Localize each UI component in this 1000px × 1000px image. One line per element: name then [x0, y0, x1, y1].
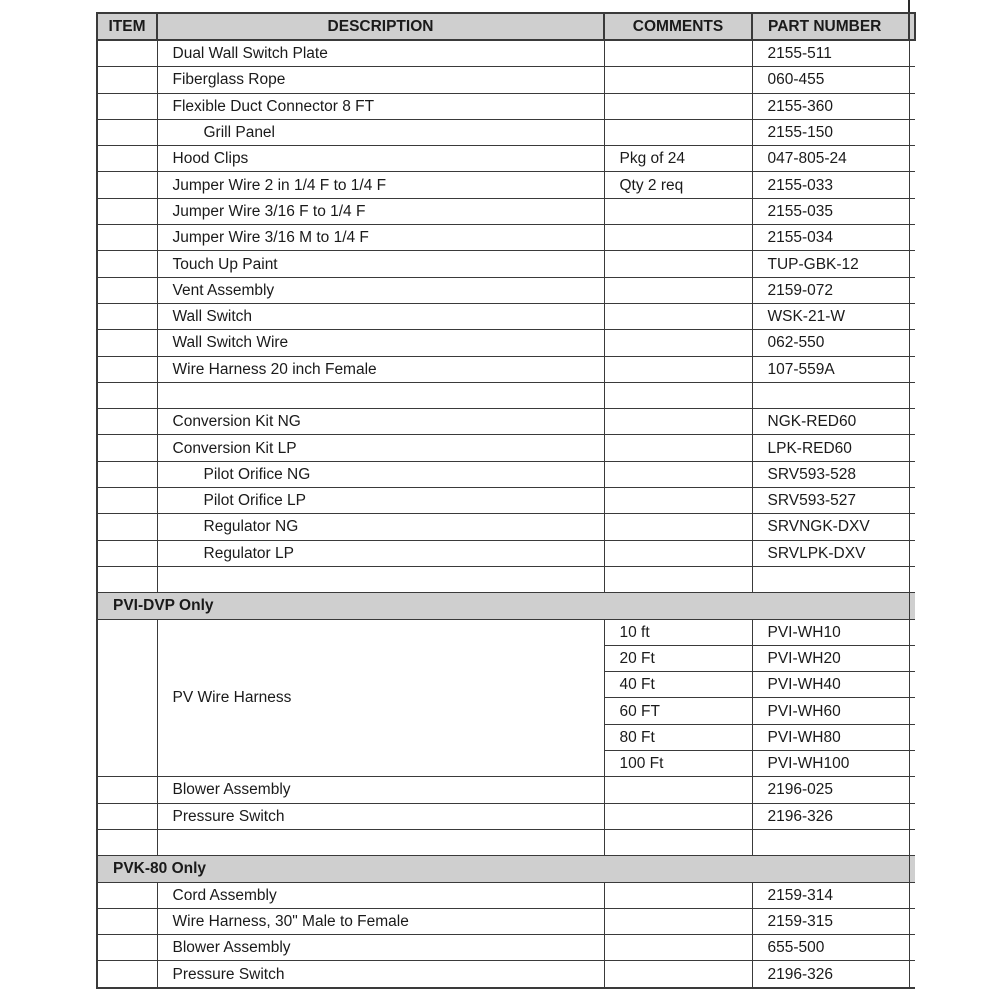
comments-cell	[604, 356, 752, 382]
section-title: PVI-DVP Only	[97, 593, 909, 619]
table-row	[97, 435, 915, 461]
description-cell: Wire Harness, 30" Male to Female	[157, 908, 604, 934]
description-cell: Pilot Orifice LP	[157, 488, 604, 514]
comments-cell	[604, 67, 752, 93]
item-cell	[97, 619, 157, 777]
item-cell	[97, 330, 157, 356]
description-cell: Fiberglass Rope	[157, 67, 604, 93]
table-row	[97, 330, 915, 356]
comments-cell	[604, 882, 752, 908]
table-row	[97, 172, 915, 198]
item-cell	[97, 803, 157, 829]
table-row	[97, 908, 915, 934]
description-cell: Pressure Switch	[157, 803, 604, 829]
description-cell: Vent Assembly	[157, 277, 604, 303]
item-cell	[97, 225, 157, 251]
comments-cell	[604, 803, 752, 829]
part-number-cell: SRVLPK-DXV	[752, 540, 909, 566]
item-cell	[97, 198, 157, 224]
item-cell	[97, 461, 157, 487]
comments-cell: 10 ft	[604, 619, 752, 645]
table-row	[97, 146, 915, 172]
header-description: DESCRIPTION	[157, 13, 604, 40]
section-title: PVK-80 Only	[97, 856, 909, 882]
comments-cell: 20 Ft	[604, 645, 752, 671]
part-number-cell: SRVNGK-DXV	[752, 514, 909, 540]
comments-cell	[604, 935, 752, 961]
comments-cell	[604, 251, 752, 277]
item-cell	[97, 303, 157, 329]
comments-cell	[604, 435, 752, 461]
comments-cell	[604, 514, 752, 540]
comments-cell	[604, 461, 752, 487]
table-row	[97, 514, 915, 540]
table-row	[97, 40, 915, 67]
description-cell: Wall Switch Wire	[157, 330, 604, 356]
part-number-cell: 107-559A	[752, 356, 909, 382]
comments-cell	[604, 409, 752, 435]
part-number-cell: SRV593-528	[752, 461, 909, 487]
description-cell: Blower Assembly	[157, 777, 604, 803]
section-header-pvk-80	[97, 856, 915, 882]
description-cell: Blower Assembly	[157, 935, 604, 961]
description-cell: Jumper Wire 3/16 M to 1/4 F	[157, 225, 604, 251]
description-cell: Wire Harness 20 inch Female	[157, 356, 604, 382]
item-cell	[97, 172, 157, 198]
item-cell	[97, 356, 157, 382]
part-number-cell: 2196-025	[752, 777, 909, 803]
item-cell	[97, 435, 157, 461]
part-number-cell: PVI-WH40	[752, 672, 909, 698]
part-number-cell: 2155-033	[752, 172, 909, 198]
comments-cell: Pkg of 24	[604, 146, 752, 172]
part-number-cell: PVI-WH20	[752, 645, 909, 671]
item-cell	[97, 777, 157, 803]
part-number-cell: SRV593-527	[752, 488, 909, 514]
description-cell: Wall Switch	[157, 303, 604, 329]
header-item: ITEM	[97, 13, 157, 40]
blank-row	[97, 829, 915, 855]
table-row	[97, 540, 915, 566]
table-row	[97, 198, 915, 224]
item-cell	[97, 514, 157, 540]
table-header-row	[97, 13, 915, 40]
item-cell	[97, 961, 157, 988]
table-row	[97, 251, 915, 277]
part-number-cell: 2159-072	[752, 277, 909, 303]
comments-cell	[604, 40, 752, 67]
item-cell	[97, 93, 157, 119]
part-number-cell: 2159-315	[752, 908, 909, 934]
part-number-cell: PVI-WH10	[752, 619, 909, 645]
header-comments: COMMENTS	[604, 13, 752, 40]
description-cell: Conversion Kit LP	[157, 435, 604, 461]
part-number-cell: PVI-WH100	[752, 751, 909, 777]
comments-cell	[604, 277, 752, 303]
part-number-cell: 655-500	[752, 935, 909, 961]
table-row	[97, 225, 915, 251]
item-cell	[97, 277, 157, 303]
item-cell	[97, 540, 157, 566]
part-number-cell: PVI-WH80	[752, 724, 909, 750]
description-cell: Jumper Wire 3/16 F to 1/4 F	[157, 198, 604, 224]
table-row	[97, 619, 915, 645]
comments-cell	[604, 777, 752, 803]
table-row	[97, 356, 915, 382]
part-number-cell: WSK-21-W	[752, 303, 909, 329]
part-number-cell: TUP-GBK-12	[752, 251, 909, 277]
table-row	[97, 67, 915, 93]
part-number-cell: 2159-314	[752, 882, 909, 908]
description-cell: Cord Assembly	[157, 882, 604, 908]
table-row	[97, 777, 915, 803]
part-number-cell: 060-455	[752, 67, 909, 93]
comments-cell	[604, 908, 752, 934]
description-cell: Dual Wall Switch Plate	[157, 40, 604, 67]
table-row	[97, 277, 915, 303]
description-cell: Conversion Kit NG	[157, 409, 604, 435]
part-number-cell: LPK-RED60	[752, 435, 909, 461]
comments-cell: Qty 2 req	[604, 172, 752, 198]
table-row	[97, 93, 915, 119]
table-row	[97, 488, 915, 514]
part-number-cell: 2155-150	[752, 119, 909, 145]
table-row	[97, 303, 915, 329]
comments-cell	[604, 225, 752, 251]
part-number-cell: NGK-RED60	[752, 409, 909, 435]
description-cell: Pilot Orifice NG	[157, 461, 604, 487]
part-number-cell: 2155-360	[752, 93, 909, 119]
item-cell	[97, 935, 157, 961]
comments-cell	[604, 540, 752, 566]
comments-cell	[604, 93, 752, 119]
comments-cell: 80 Ft	[604, 724, 752, 750]
comments-cell	[604, 961, 752, 988]
comments-cell: 40 Ft	[604, 672, 752, 698]
description-cell: Hood Clips	[157, 146, 604, 172]
blank-row	[97, 566, 915, 592]
comments-cell	[604, 198, 752, 224]
item-cell	[97, 119, 157, 145]
section-header-pvi-dvp	[97, 593, 915, 619]
description-cell: Flexible Duct Connector 8 FT	[157, 93, 604, 119]
description-cell: PV Wire Harness	[157, 619, 604, 777]
item-cell	[97, 882, 157, 908]
header-spacer	[909, 13, 915, 40]
description-cell: Regulator NG	[157, 514, 604, 540]
description-cell: Grill Panel	[157, 119, 604, 145]
part-number-cell: 047-805-24	[752, 146, 909, 172]
item-cell	[97, 67, 157, 93]
part-number-cell: 2155-511	[752, 40, 909, 67]
part-number-cell: 2155-035	[752, 198, 909, 224]
table-row	[97, 409, 915, 435]
table-row	[97, 882, 915, 908]
table-row	[97, 935, 915, 961]
page-edge-mark	[908, 0, 910, 12]
part-number-cell: 2196-326	[752, 803, 909, 829]
description-cell: Regulator LP	[157, 540, 604, 566]
part-number-cell: 2155-034	[752, 225, 909, 251]
description-cell: Jumper Wire 2 in 1/4 F to 1/4 F	[157, 172, 604, 198]
header-part-number: PART NUMBER	[752, 13, 909, 40]
item-cell	[97, 251, 157, 277]
comments-cell	[604, 330, 752, 356]
comments-cell	[604, 119, 752, 145]
table-row	[97, 119, 915, 145]
comments-cell	[604, 488, 752, 514]
comments-cell: 60 FT	[604, 698, 752, 724]
comments-cell	[604, 303, 752, 329]
parts-table	[96, 12, 916, 989]
item-cell	[97, 488, 157, 514]
description-cell: Pressure Switch	[157, 961, 604, 988]
table-row	[97, 461, 915, 487]
part-number-cell: PVI-WH60	[752, 698, 909, 724]
item-cell	[97, 146, 157, 172]
item-cell	[97, 409, 157, 435]
table-row	[97, 961, 915, 988]
item-cell	[97, 40, 157, 67]
comments-cell: 100 Ft	[604, 751, 752, 777]
blank-row	[97, 382, 915, 408]
description-cell: Touch Up Paint	[157, 251, 604, 277]
part-number-cell: 2196-326	[752, 961, 909, 988]
part-number-cell: 062-550	[752, 330, 909, 356]
item-cell	[97, 908, 157, 934]
table-row	[97, 803, 915, 829]
